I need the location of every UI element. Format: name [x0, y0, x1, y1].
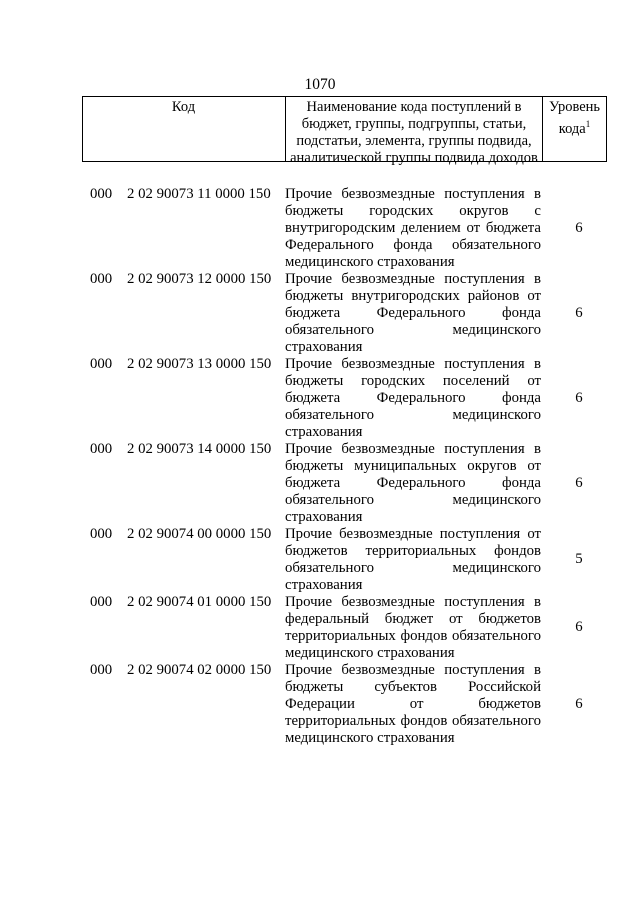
- row-income-code: 2 02 90073 11 0000 150: [127, 186, 271, 202]
- table-row: [0, 441, 640, 526]
- row-level: 5: [575, 551, 583, 567]
- row-level: 6: [575, 619, 583, 635]
- table-header: [82, 96, 607, 166]
- header-name: Наименование кода поступлений в бюджет, группы, подгруппы, статьи, подстатьи, элемента, группы подвида, аналитической группы подвида доходов: [290, 99, 538, 166]
- row-admin-code: 000: [90, 356, 113, 372]
- row-level: 6: [575, 305, 583, 321]
- row-name: Прочие безвозмездные поступления в федеральный бюджет от бюджетов территориальных фондов обязательного медицинского страхования: [285, 594, 541, 661]
- table-row: [0, 186, 640, 271]
- row-name: Прочие безвозмездные поступления в бюджеты городских поселений от бюджета Федерального фонда обязательного медицинского страхования: [285, 356, 541, 440]
- header-level-footnote: 1: [585, 119, 591, 129]
- row-admin-code: 000: [90, 526, 113, 542]
- row-level: 6: [575, 390, 583, 406]
- row-income-code: 2 02 90074 00 0000 150: [127, 526, 272, 542]
- table-row: [0, 594, 640, 662]
- header-level: [542, 99, 607, 138]
- row-level: 6: [575, 696, 583, 712]
- row-income-code: 2 02 90074 02 0000 150: [127, 662, 272, 678]
- row-income-code: 2 02 90073 14 0000 150: [127, 441, 272, 457]
- row-income-code: 2 02 90074 01 0000 150: [127, 594, 272, 610]
- header-level-label: Уровень кода: [548, 99, 601, 137]
- row-admin-code: 000: [90, 186, 113, 202]
- page-number: 1070: [304, 76, 336, 93]
- row-name: Прочие безвозмездные поступления в бюджеты внутригородских районов от бюджета Федерального фонда обязательного медицинского страхования: [285, 271, 541, 355]
- row-name: Прочие безвозмездные поступления от бюджетов территориальных фондов обязательного медицинского страхования: [285, 526, 541, 593]
- row-admin-code: 000: [90, 594, 113, 610]
- row-name: Прочие безвозмездные поступления в бюджеты городских округов с внутригородским делением от бюджета Федерального фонда обязательного медицинского страхования: [285, 186, 541, 270]
- row-level: 6: [575, 475, 583, 491]
- row-income-code: 2 02 90073 13 0000 150: [127, 356, 272, 372]
- table-row: [0, 356, 640, 441]
- row-name: Прочие безвозмездные поступления в бюджеты субъектов Российской Федерации от бюджетов территориальных фондов обязательного медицинского страхования: [285, 662, 541, 746]
- table-row: [0, 271, 640, 356]
- table-row: [0, 662, 640, 747]
- row-admin-code: 000: [90, 441, 113, 457]
- row-income-code: 2 02 90073 12 0000 150: [127, 271, 272, 287]
- row-level: 6: [575, 220, 583, 236]
- table-body: [0, 186, 640, 747]
- header-code: Код: [171, 99, 196, 115]
- row-admin-code: 000: [90, 271, 113, 287]
- table-row: [0, 526, 640, 594]
- row-admin-code: 000: [90, 662, 113, 678]
- row-name: Прочие безвозмездные поступления в бюджеты муниципальных округов от бюджета Федерального фонда обязательного медицинского страхования: [285, 441, 541, 525]
